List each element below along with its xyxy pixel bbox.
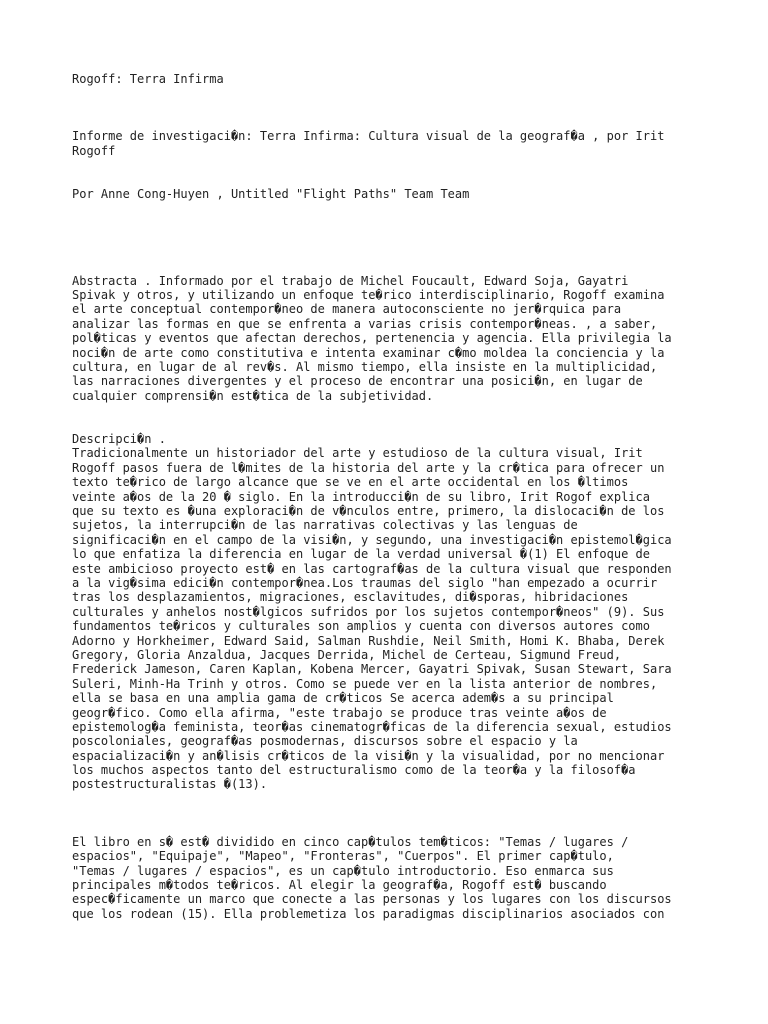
description-line: Suleri, Minh-Ha Trinh y otros. Como se puede ver en la lista anterior de nombres, xyxy=(72,676,658,691)
chapters-line: espacios", "Equipaje", "Mapeo", "Fronteras", "Cuerpos". El primer cap�tulo, xyxy=(72,849,614,864)
abstract-line: analizar las formas en que se enfrenta a varias crisis contempor�neas. , a saber, xyxy=(72,316,658,331)
description-line: postestructuralistas �(13). xyxy=(72,777,268,792)
abstract-paragraph xyxy=(72,274,702,404)
abstract-line: el arte conceptual contempor�neo de manera autoconsciente no jer�rquica para xyxy=(72,302,622,317)
report-line: Rogoff xyxy=(72,143,116,158)
description-line: texto te�rico de largo alcance que se ve en el arte occidental en los �ltimos xyxy=(72,475,629,490)
description-line: tras los desplazamientos, migraciones, esclavitudes, di�sporas, hibridaciones xyxy=(72,590,629,605)
chapters-paragraph xyxy=(72,835,702,921)
description-line: significaci�n en el campo de la visi�n, y segundo, una investigaci�n epistemol�gica xyxy=(72,532,672,547)
report-heading xyxy=(72,129,702,158)
author-byline xyxy=(72,187,702,201)
description-line: ella se basa en una amplia gama de cr�ticos Se acerca adem�s a su principal xyxy=(72,691,614,706)
description-line: a la vig�sima edici�n contempor�nea.Los traumas del siglo "han empezado a ocurrir xyxy=(72,575,658,590)
description-line: Adorno y Horkheimer, Edward Said, Salman Rushdie, Neil Smith, Homi K. Bhaba, Derek xyxy=(72,633,665,648)
description-line: sujetos, la interrupci�n de las narrativas colectivas y las lenguas de xyxy=(72,518,578,533)
description-line: este ambicioso proyecto est� en las cartograf�as de la cultura visual que responden xyxy=(72,561,672,576)
description-line: los muchos aspectos tanto del estructuralismo como de la teor�a y la filosof�a xyxy=(72,763,636,778)
description-line: Gregory, Gloria Anzaldua, Jacques Derrida, Michel de Certeau, Sigmund Freud, xyxy=(72,647,622,662)
abstract-line: Abstracta . Informado por el trabajo de Michel Foucault, Edward Soja, Gayatri xyxy=(72,273,629,288)
description-line: veinte a�os de la 20 � siglo. En la introducci�n de su libro, Irit Rogof explica xyxy=(72,489,650,504)
abstract-line: cualquier comprensi�n est�tica de la subjetividad. xyxy=(72,388,434,403)
description-line: Tradicionalmente un historiador del arte y estudioso de la cultura visual, Irit xyxy=(72,446,643,461)
chapters-line: que los rodean (15). Ella problemetiza los paradigmas disciplinarios asociados con xyxy=(72,906,665,921)
report-line: Informe de investigaci�n: Terra Infirma: Cultura visual de la geograf�a , por Irit xyxy=(72,129,665,144)
description-line: poscoloniales, geograf�as posmodernas, discursos sobre el espacio y la xyxy=(72,734,578,749)
title-line: Rogoff: Terra Infirma xyxy=(72,72,224,86)
description-line: Rogoff pasos fuera de l�mites de la historia del arte y la cr�tica para ofrecer un xyxy=(72,460,665,475)
description-line: fundamentos te�ricos y culturales son amplios y cuenta con diversos autores como xyxy=(72,619,650,634)
description-line: Frederick Jameson, Caren Kaplan, Kobena Mercer, Gayatri Spivak, Susan Stewart, Sara xyxy=(72,662,672,677)
document-title xyxy=(72,72,702,86)
abstract-line: las narraciones divergentes y el proceso de encontrar una posici�n, en lugar de xyxy=(72,374,643,389)
abstract-line: Spivak y otros, y utilizando un enfoque te�rico interdisciplinario, Rogoff examina xyxy=(72,287,665,302)
chapters-line: El libro en s� est� dividido en cinco cap�tulos tem�ticos: "Temas / lugares / xyxy=(72,834,629,849)
description-line: epistemolog�a feminista, teor�as cinematogr�ficas de la diferencia sexual, estudios xyxy=(72,719,672,734)
byline-line: Por Anne Cong-Huyen , Untitled "Flight Paths" Team Team xyxy=(72,187,470,202)
description-line: Descripci�n . xyxy=(72,432,166,447)
chapters-line: "Temas / lugares / espacios", es un cap�tulo introductorio. Eso enmarca sus xyxy=(72,863,614,878)
abstract-line: pol�ticas y eventos que afectan derechos, pertenencia y agencia. Ella privilegia la xyxy=(72,331,672,346)
description-line: lo que enfatiza la diferencia en lugar de la verdad universal �(1) El enfoque de xyxy=(72,547,650,562)
description-line: que su texto es �una exploraci�n de v�nculos entre, primero, la dislocaci�n de los xyxy=(72,504,665,519)
document-page xyxy=(72,72,702,921)
description-line: culturales y anhelos nost�lgicos sufridos por los sujetos contempor�neos" (9). Sus xyxy=(72,604,665,619)
description-line: espacializaci�n y an�lisis cr�ticos de la visi�n y la visualidad, por no mencionar xyxy=(72,748,665,763)
description-paragraph xyxy=(72,432,702,792)
chapters-line: principales m�todos te�ricos. Al elegir la geograf�a, Rogoff est� buscando xyxy=(72,878,607,893)
abstract-line: cultura, en lugar de al rev�s. Al mismo tiempo, ella insiste en la multiplicidad, xyxy=(72,359,658,374)
description-line: geogr�fico. Como ella afirma, "este trabajo se produce tras veinte a�os de xyxy=(72,705,607,720)
chapters-line: espec�ficamente un marco que conecte a las personas y los lugares con los discursos xyxy=(72,892,672,907)
abstract-line: noci�n de arte como constitutiva e intenta examinar c�mo moldea la conciencia y la xyxy=(72,345,665,360)
